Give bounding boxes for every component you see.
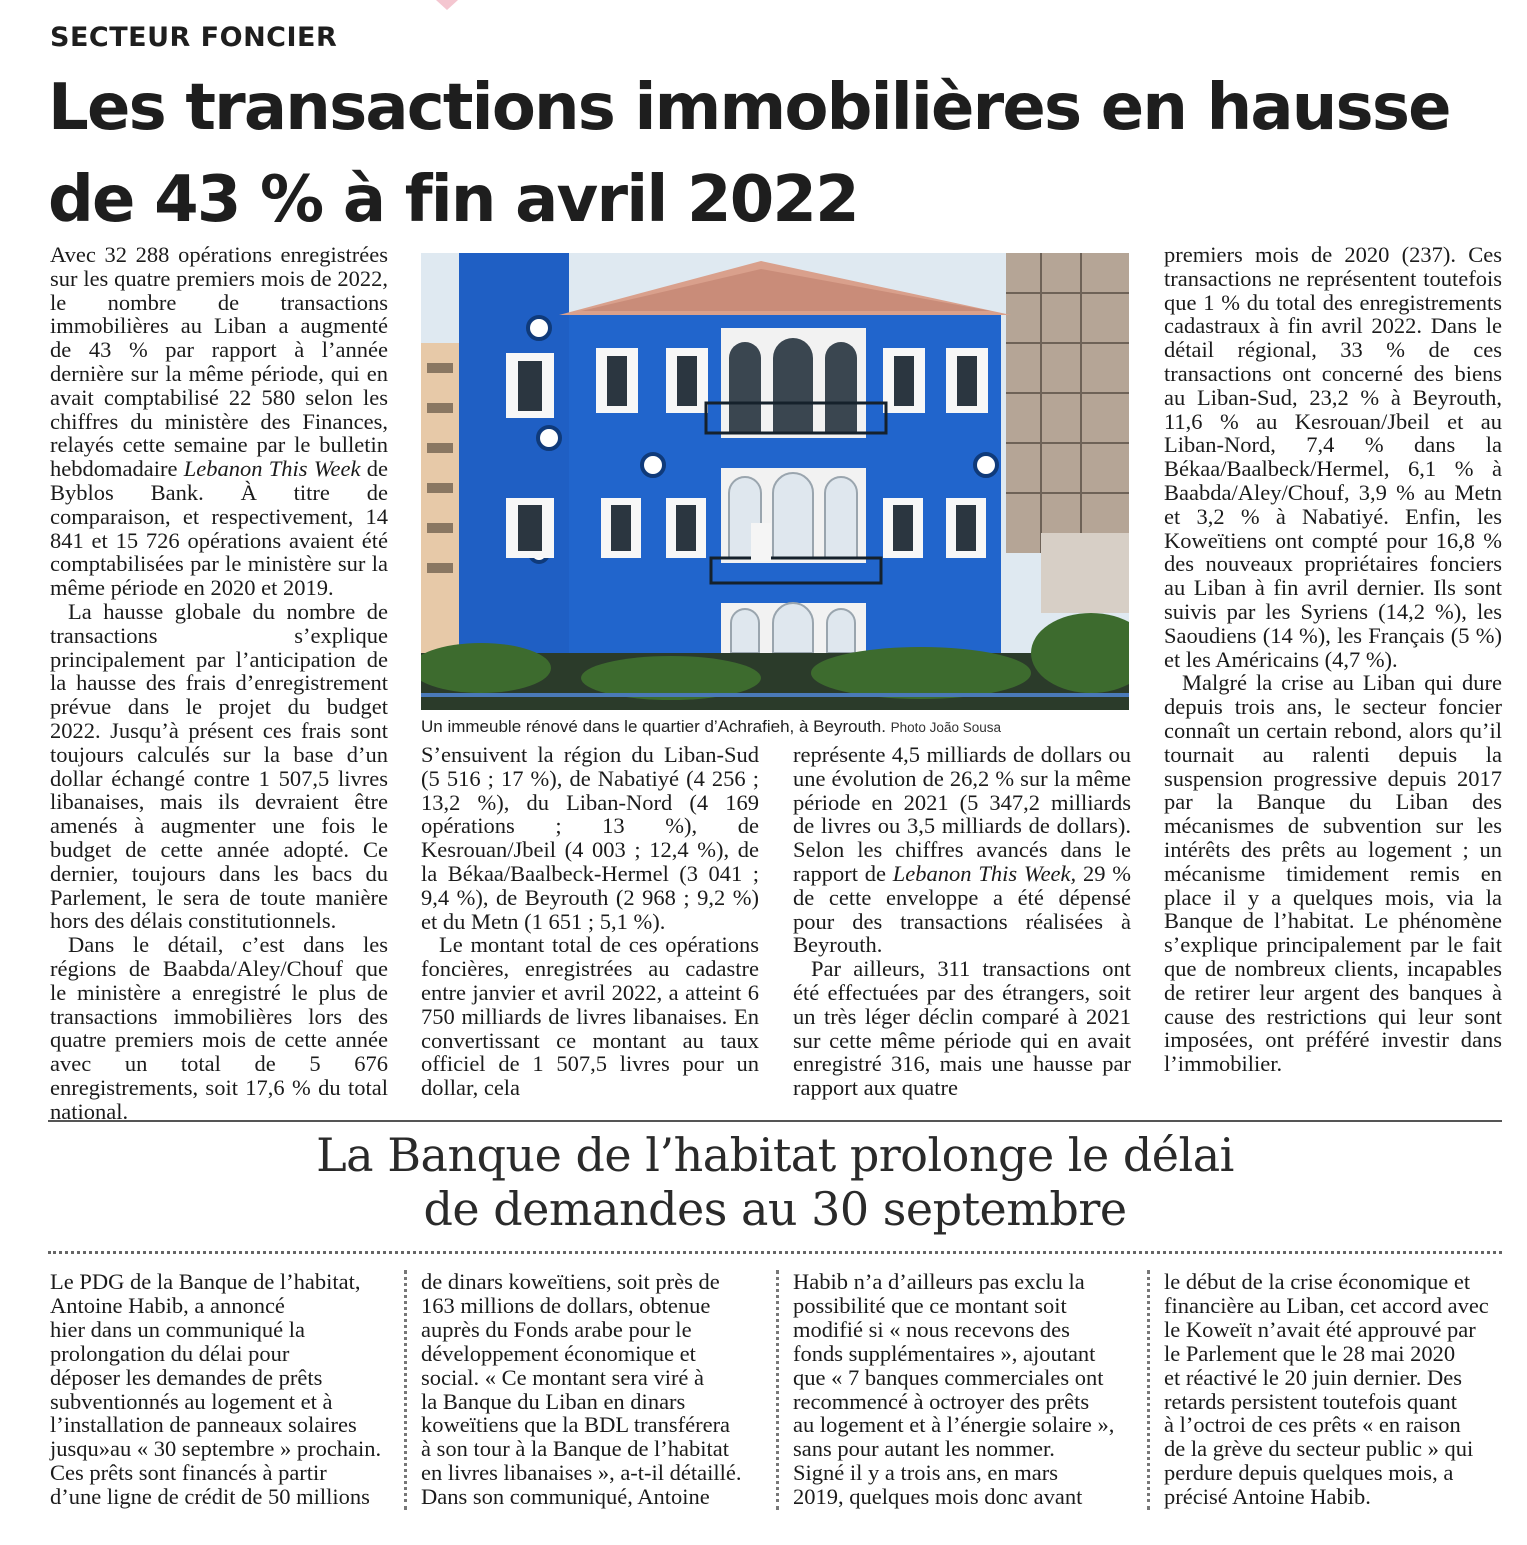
photo-caption — [421, 717, 1141, 737]
brief-line: Antoine Habib, a annoncé — [50, 1292, 285, 1318]
achrafieh-building-image — [421, 253, 1129, 710]
brief-column-2 — [421, 1270, 766, 1509]
pink-corner-mark — [436, 0, 458, 10]
brief-line: prolongation du délai pour — [50, 1340, 290, 1366]
article-column-2 — [421, 743, 759, 1100]
article-headline: Les transactions immobilières en hausse de 43 % à fin avril 2022 — [48, 71, 1450, 237]
dotted-divider — [48, 1251, 1502, 1254]
column-dotted-separator — [776, 1270, 779, 1510]
brief-line: en livres libanaises », a-t-il détaillé. — [421, 1460, 742, 1486]
brief-line: recommencé à octroyer des prêts — [793, 1388, 1090, 1414]
brief-line: de la grève du secteur public » qui — [1164, 1436, 1474, 1462]
brief-line: Signé il y a trois ans, en mars — [793, 1460, 1058, 1486]
brief-line: hier dans un communiqué la — [50, 1316, 305, 1342]
column-dotted-separator — [404, 1270, 407, 1510]
brief-headline-line-1: La Banque de l’habitat prolonge le délai — [316, 1128, 1234, 1182]
brief-line: la Banque du Liban en dinars — [421, 1388, 686, 1414]
brief-line: koweïtiens que la BDL transférera — [421, 1412, 731, 1438]
brief-headline-line-2: de demandes au 30 septembre — [423, 1182, 1127, 1236]
brief-line: le Parlement que le 28 mai 2020 — [1164, 1340, 1456, 1366]
brief-column-3 — [793, 1270, 1138, 1509]
brief-line: déposer les demandes de prêts — [50, 1364, 323, 1390]
brief-line: développement économique et — [421, 1340, 696, 1366]
article-column-3 — [793, 743, 1131, 1100]
brief-line: précisé Antoine Habib. — [1164, 1484, 1371, 1510]
brief-line: financière au Liban, cet accord avec — [1164, 1292, 1489, 1318]
brief-line: Dans son communiqué, Antoine — [421, 1484, 710, 1510]
paragraph: représente 4,5 milliards de dollars ou une évolution de 26,2 % sur la même période en 2021 (5 347,2 milliards de livres ou 3,5 milliards de dollars). Selon les chiffres avancés dans le rapport de Lebanon This Week, 29 % de cette enveloppe a été dépensé pour des transactions réalisées à Beyrouth. — [793, 742, 1131, 958]
brief-line: Habib n’a d’ailleurs pas exclu la — [793, 1269, 1085, 1294]
section-divider — [48, 1120, 1502, 1122]
brief-line: à son tour à la Banque de l’habitat — [421, 1436, 730, 1462]
paragraph: Le montant total de ces opérations foncières, enregistrées au cadastre entre janvier et avril 2022, a atteint 6 750 milliards de livres libanaises. En convertissant ce montant au taux officiel de 1 507,5 livres pour un dollar, cela — [421, 932, 759, 1101]
brief-line: subventionnés au logement et à — [50, 1388, 333, 1414]
building-photo — [421, 253, 1129, 710]
brief-line: le Koweït n’avait été approuvé par — [1164, 1316, 1476, 1342]
article-column-4 — [1164, 243, 1502, 1076]
brief-line: 2019, quelques mois donc avant — [793, 1484, 1083, 1510]
brief-line: possibilité que ce montant soit — [793, 1292, 1067, 1318]
brief-line: au logement et à l’énergie solaire », — [793, 1412, 1115, 1438]
brief-line: retards persistent toutefois quant — [1164, 1388, 1458, 1414]
brief-line: de dinars koweïtiens, soit près de — [421, 1269, 720, 1294]
article-column-1 — [50, 243, 388, 1123]
brief-line: à l’octroi de ces prêts « en raison — [1164, 1412, 1461, 1438]
paragraph: Dans le détail, c’est dans les régions de Baabda/Aley/Chouf que le ministère a enregistré le plus de transactions immobilières lors des quatre premiers mois de cette année avec un total de 5 676 enregistrements, soit 17,6 % du total national. — [50, 932, 388, 1124]
brief-line: et réactivé le 20 juin dernier. Des — [1164, 1364, 1463, 1390]
paragraph: Malgré la crise au Liban qui dure depuis trois ans, le secteur foncier connaît un certain rebond, alors qu’il tournait au ralenti depuis la suspension progressive depuis 2017 par la Banque du Liban des mécanismes de subvention sur les intérêts des prêts au logement ; un mécanisme timidement remis en place il y a quelques mois, via la Banque de l’habitat. Le phénomène s’explique principalement par le fait que de nombreux clients, incapables de retirer leur argent des banques à cause des restrictions qui leur sont imposées, ont préféré investir dans l’immobilier. — [1164, 670, 1502, 1077]
brief-line: auprès du Fonds arabe pour le — [421, 1316, 692, 1342]
brief-line: que « 7 banques commerciales ont — [793, 1364, 1104, 1390]
section-kicker: SECTEUR FONCIER — [50, 22, 338, 53]
caption-text: Un immeuble rénové dans le quartier d’Achrafieh, à Beyrouth. — [421, 717, 886, 736]
brief-headline — [48, 1128, 1502, 1236]
brief-line: 163 millions de dollars, obtenue — [421, 1292, 711, 1318]
photo-credit: Photo João Sousa — [890, 720, 1001, 735]
brief-line: l’installation de panneaux solaires — [50, 1412, 357, 1438]
paragraph: Avec 32 288 opérations enregistrées sur les quatre premiers mois de 2022, le nombre de transactions immobilières au Liban a augmenté de 43 % par rapport à l’année dernière sur la même période, qui en avait comptabilisé 22 580 selon les chiffres du ministère des Finances, relayés cette semaine par le bulletin hebdomadaire Lebanon This Week de Byblos Bank. À titre de comparaison, et respectivement, 14 841 et 15 726 opérations avaient été comptabilisées par le ministère sur la même période en 2020 et 2019. — [50, 242, 388, 601]
brief-line: d’une ligne de crédit de 50 millions — [50, 1484, 370, 1510]
brief-line: sans pour autant les nommer. — [793, 1436, 1055, 1462]
brief-line: modifié si « nous recevons des — [793, 1316, 1070, 1342]
brief-line: social. « Ce montant sera viré à — [421, 1364, 705, 1390]
brief-line: perdure depuis quelques mois, a — [1164, 1460, 1454, 1486]
brief-line: jusqu»au « 30 septembre » prochain. — [50, 1436, 382, 1462]
paragraph: La hausse globale du nombre de transactions s’explique principalement par l’anticipation de la hausse des frais d’enregistrement prévue dans le projet du budget 2022. Jusqu’à présent ces frais sont toujours calculés sur la base d’un dollar échangé contre 1 507,5 livres libanaises, mais ils devraient être amenés à augmenter une fois le budget de cette année adopté. Ce dernier, toujours dans les bacs du Parlement, le sera de toute manière hors des délais constitutionnels. — [50, 598, 388, 934]
brief-line: fonds supplémentaires », ajoutant — [793, 1340, 1096, 1366]
column-dotted-separator — [1147, 1270, 1150, 1510]
brief-line: Ces prêts sont financés à partir — [50, 1460, 327, 1486]
brief-line: Le PDG de la Banque de l’habitat, — [50, 1269, 361, 1294]
brief-column-4 — [1164, 1270, 1509, 1509]
paragraph: S’ensuivent la région du Liban-Sud (5 516 ; 17 %), de Nabatiyé (4 256 ; 13,2 %), du Liban-Nord (4 169 opérations ; 13 %), de Kesrouan/Jbeil (4 003 ; 12,4 %), de la Békaa/Baalbeck-Hermel (3 041 ; 9,4 %), de Beyrouth (2 968 ; 9,2 %) et du Metn (1 651 ; 5,1 %). — [421, 742, 759, 934]
paragraph: Par ailleurs, 311 transactions ont été effectuées par des étrangers, soit un très léger déclin comparé à 2021 sur cette même période qui en avait enregistré 316, mais une hausse par rapport aux quatre — [793, 956, 1131, 1101]
paragraph: premiers mois de 2020 (237). Ces transactions ne représentent toutefois que 1 % du total des enregistrements cadastraux à fin avril 2022. Dans le détail régional, 33 % de ces transactions ont concerné des biens au Liban-Sud, 23,2 % à Beyrouth, 11,6 % au Kesrouan/Jbeil et au Liban-Nord, 7,4 % dans la Békaa/Baalbeck/Hermel, 6,1 % à Baabda/Aley/Chouf, 3,9 % au Metn et 3,2 % à Nabatiyé. Enfin, les Koweïtiens ont compté pour 16,8 % des nouveaux propriétaires fonciers au Liban à fin avril dernier. Ils sont suivis par les Syriens (14,2 %), les Saoudiens (14 %), les Français (5 %) et les Américains (4,7 %). — [1164, 242, 1502, 672]
brief-column-1 — [50, 1270, 395, 1509]
brief-line: le début de la crise économique et — [1164, 1269, 1471, 1294]
